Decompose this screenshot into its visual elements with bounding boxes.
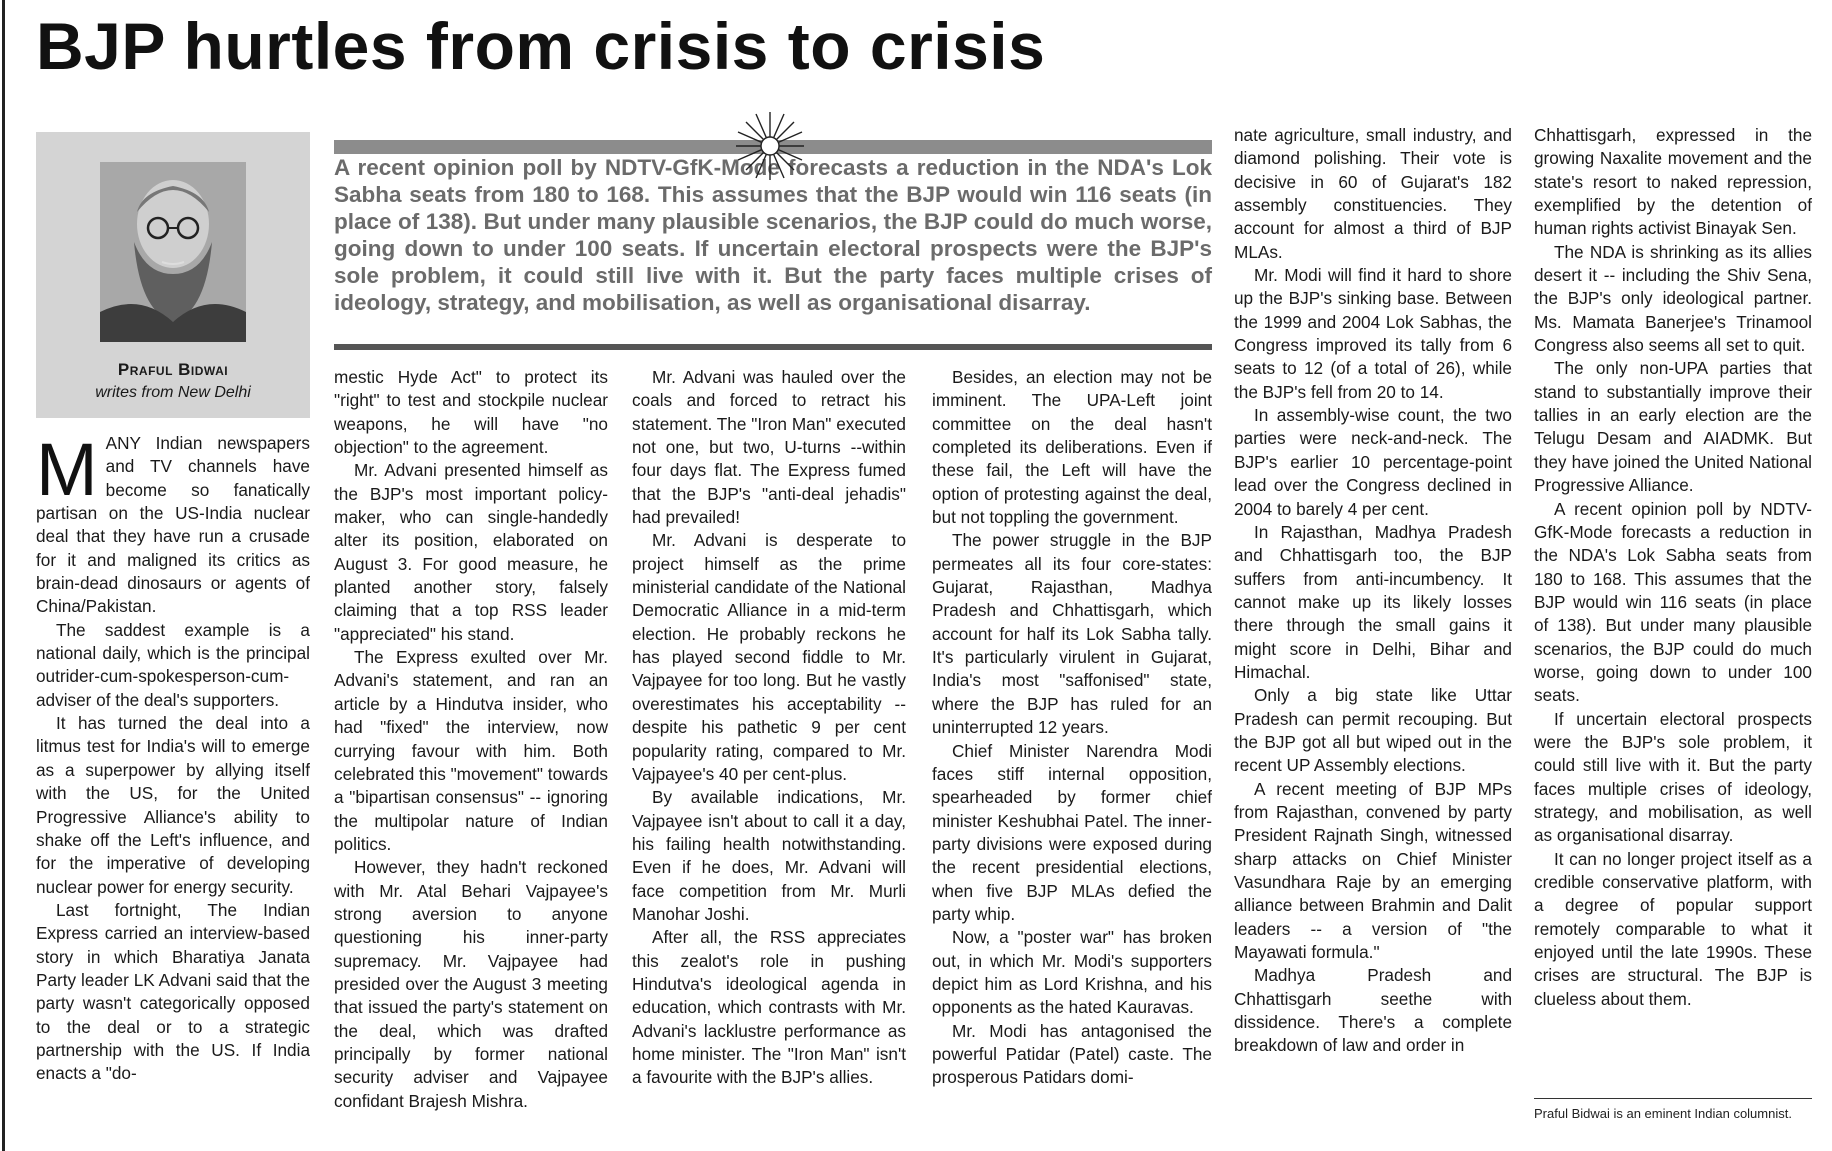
paragraph-6-1: Chhattisgarh, expressed in the growing Naxalite movement and the state's resort to naked repression, exemplified by the detention of human rights activist Binayak Sen. bbox=[1534, 125, 1812, 239]
author-location: writes from New Delhi bbox=[95, 384, 251, 401]
column-2 bbox=[334, 366, 608, 1151]
paragraph-4-4: Now, a "poster war" has broken out, in which Mr. Modi's supporters depict him as Lord Krishna, and his opponents as the hated Kauravas. bbox=[932, 927, 1212, 1018]
paragraph-5-5: Only a big state like Uttar Pradesh can permit recouping. But the BJP got all but wiped out in the recent UP Assembly elections. bbox=[1234, 685, 1512, 776]
starburst-icon bbox=[734, 110, 806, 182]
paragraph-5-6: A recent meeting of BJP MPs from Rajasthan, convened by party President Rajnath Singh, witnessed sharp attacks on Chief Minister Vasundhara Raje by an emerging alliance between Brahmin and Dalit leaders -- a version of "the Mayawati formula." bbox=[1234, 778, 1512, 963]
paragraph-6-2: The NDA is shrinking as its allies desert it -- including the Shiv Sena, the BJP's only ideological partner. Ms. Mamata Banerjee's Trinamool Congress also seems all set to quit. bbox=[1534, 241, 1812, 356]
paragraph-5-1: nate agriculture, small industry, and diamond polishing. Their vote is decisive in 60 of Gujarat's 182 assembly constituencies. They account for almost a third of BJP MLAs. bbox=[1234, 125, 1512, 262]
paragraph-2-1: mestic Hyde Act" to protect its "right" to test and stockpile nuclear weapons, he will have "no objection" to the agreement. bbox=[334, 367, 608, 458]
author-footnote: Praful Bidwai is an eminent Indian columnist. bbox=[1534, 1106, 1792, 1121]
paragraph-6-4: A recent opinion poll by NDTV-GfK-Mode forecasts a reduction in the NDA's Lok Sabha seats from 180 to 168. This assumes that the BJP would win 116 seats (in place of 138). But under many plausible scenarios, the BJP could do much worse, going down to under 100 seats. bbox=[1534, 498, 1812, 706]
paragraph-5-2: Mr. Modi will find it hard to shore up the BJP's sinking base. Between the 1999 and 2004 Lok Sabhas, the Congress improved its tally from 6 seats to 12 (of a total of 26), while the BJP's fell from 20 to 14. bbox=[1234, 265, 1512, 402]
column-1 bbox=[36, 432, 310, 1151]
paragraph-1-1: MANY Indian newspapers and TV channels have become so fanatically partisan on the US-India nuclear deal that they have run a crusade for it and maligned its critics as brain-dead dinosaurs or agents of China/Pakistan. bbox=[36, 432, 310, 617]
paragraph-4-2: The power struggle in the BJP permeates all its four core-states: Gujarat, Rajasthan, Madhya Pradesh and Chhattisgarh, which account for half its Lok Sabha tally. It's particularly virulent in Gujarat, India's most "saffonised" state, where the BJP has ruled for an uninterrupted 12 years. bbox=[932, 530, 1212, 738]
paragraph-4-1: Besides, an election may not be imminent. The UPA-Left joint committee on the deal hasn't completed its deliberations. Even if these fail, the Left will have the option of protesting against the deal, but not toppling the government. bbox=[932, 367, 1212, 528]
paragraph-4-5: Mr. Modi has antagonised the powerful Patidar (Patel) caste. The prosperous Patidars domi- bbox=[932, 1020, 1212, 1088]
paragraph-1-2: The saddest example is a national daily, which is the principal outrider-cum-spokesperson-cum-adviser of the deal's supporters. bbox=[36, 619, 310, 710]
paragraph-5-3: In assembly-wise count, the two parties were neck-and-neck. The BJP's earlier 10 percentage-point lead over the Congress declined in 2004 to barely 4 per cent. bbox=[1234, 405, 1512, 519]
author-photo bbox=[100, 162, 246, 342]
column-5 bbox=[1234, 124, 1512, 1151]
headline: BJP hurtles from crisis to crisis bbox=[36, 9, 1046, 83]
paragraph-3-3: By available indications, Mr. Vajpayee isn't about to call it a day, his failing health notwithstanding. Even if he does, Mr. Advani will face competition from Mr. Murli Manohar Joshi. bbox=[632, 787, 906, 924]
lede-text: A recent opinion poll by NDTV-GfK-Mode forecasts a reduction in the NDA's Lok Sabha seats from 180 to 168. This assumes that the BJP would win 116 seats (in place of 138). But under many plausible scenarios, the BJP could do much worse, going down to under 100 seats. If uncertain electoral prospects were the BJP's sole problem, it could still live with it. But the party faces multiple crises of ideology, strategy, and mobilisation, as well as organisational disarray. bbox=[334, 155, 1212, 315]
paragraph-3-1: Mr. Advani was hauled over the coals and forced to retract his statement. The "Iron Man" executed not one, but two, U-turns --within four days flat. The Express fumed that the BJP's "anti-deal jehadis" had prevailed! bbox=[632, 367, 906, 528]
paragraph-5-7: Madhya Pradesh and Chhattisgarh seethe with dissidence. There's a complete breakdown of law and order in bbox=[1234, 965, 1512, 1056]
byline-box bbox=[36, 132, 310, 418]
paragraph-3-4: After all, the RSS appreciates this zealot's role in pushing Hindutva's ideological agenda in education, which contrasts with Mr. Advani's lacklustre performance as home minister. The "Iron Man" isn't a favourite with the BJP's allies. bbox=[632, 927, 906, 1088]
lede-bottom-bar bbox=[334, 344, 1212, 350]
lede-block bbox=[334, 114, 1212, 352]
column-4 bbox=[932, 366, 1212, 1151]
paragraph-5-4: In Rajasthan, Madhya Pradesh and Chhattisgarh too, the BJP suffers from anti-incumbency. It cannot make up its likely losses there through the small gains it might score in Delhi, Bihar and Himachal. bbox=[1234, 521, 1512, 682]
paragraph-2-2: Mr. Advani presented himself as the BJP's most important policy-maker, who can single-handedly alter its position, elaborated on August 3. For good measure, he planted another story, falsely claiming that a top RSS leader "appreciated" his stand. bbox=[334, 460, 608, 644]
paragraph-6-3: The only non-UPA parties that stand to substantially improve their tallies in an early election are the Telugu Desam and AIADMK. But they have joined the United National Progressive Alliance. bbox=[1534, 358, 1812, 496]
author-name: Praful Bidwai bbox=[117, 360, 229, 379]
paragraph-1-3: It has turned the deal into a litmus test for India's will to emerge as a superpower by allying itself with the US, for the United Progressive Alliance's ability to shake off the Left's influence, and for the imperative of developing nuclear power for energy security. bbox=[36, 713, 310, 897]
paragraph-3-2: Mr. Advani is desperate to project himself as the prime ministerial candidate of the National Democratic Alliance in a mid-term election. He probably reckons he has played second fiddle to Mr. Vajpayee for too long. But he vastly overestimates his acceptability -- despite his pathetic 9 per cent popularity rating, compared to Mr. Vajpayee's 40 per cent-plus. bbox=[632, 530, 906, 784]
page-border-rule bbox=[2, 0, 5, 1151]
drop-cap: M bbox=[36, 432, 98, 511]
paragraph-4-3: Chief Minister Narendra Modi faces stiff internal opposition, spearheaded by former chief minister Keshubhai Patel. The inner-party divisions were exposed during the recent presidential elections, when five BJP MLAs defied the party whip. bbox=[932, 740, 1212, 924]
paragraph-1-4: Last fortnight, The Indian Express carried an interview-based story in which Bharatiya Janata Party leader LK Advani said that the party wasn't categorically opposed to the deal or to a strategic partnership with the US. If India enacts a "do- bbox=[36, 899, 310, 1084]
paragraph-2-4: However, they hadn't reckoned with Mr. Atal Behari Vajpayee's strong aversion to anyone questioning his inner-party supremacy. Mr. Vajpayee had presided over the August 3 meeting that issued the party's statement on the deal, which was drafted principally by former national security adviser and Vajpayee confidant Brajesh Mishra. bbox=[334, 857, 608, 1111]
column-6 bbox=[1534, 124, 1812, 1084]
paragraph-6-6: It can no longer project itself as a credible conservative platform, with a degree of popular support remotely comparable to what it enjoyed until the late 1990s. These crises are structural. The BJP is clueless about them. bbox=[1534, 848, 1812, 1009]
column-3 bbox=[632, 366, 906, 1151]
footnote-rule bbox=[1534, 1098, 1812, 1099]
paragraph-6-5: If uncertain electoral prospects were the BJP's sole problem, it could still live with it. But the party faces multiple crises of ideology, strategy, and mobilisation, as well as organisational disarray. bbox=[1534, 708, 1812, 846]
paragraph-2-3: The Express exulted over Mr. Advani's statement, and ran an article by a Hindutva insider, who had "fixed" the interview, now currying favour with him. Both celebrated this "movement" towards a "bipartisan consensus" -- ignoring the multipolar nature of Indian politics. bbox=[334, 647, 608, 854]
